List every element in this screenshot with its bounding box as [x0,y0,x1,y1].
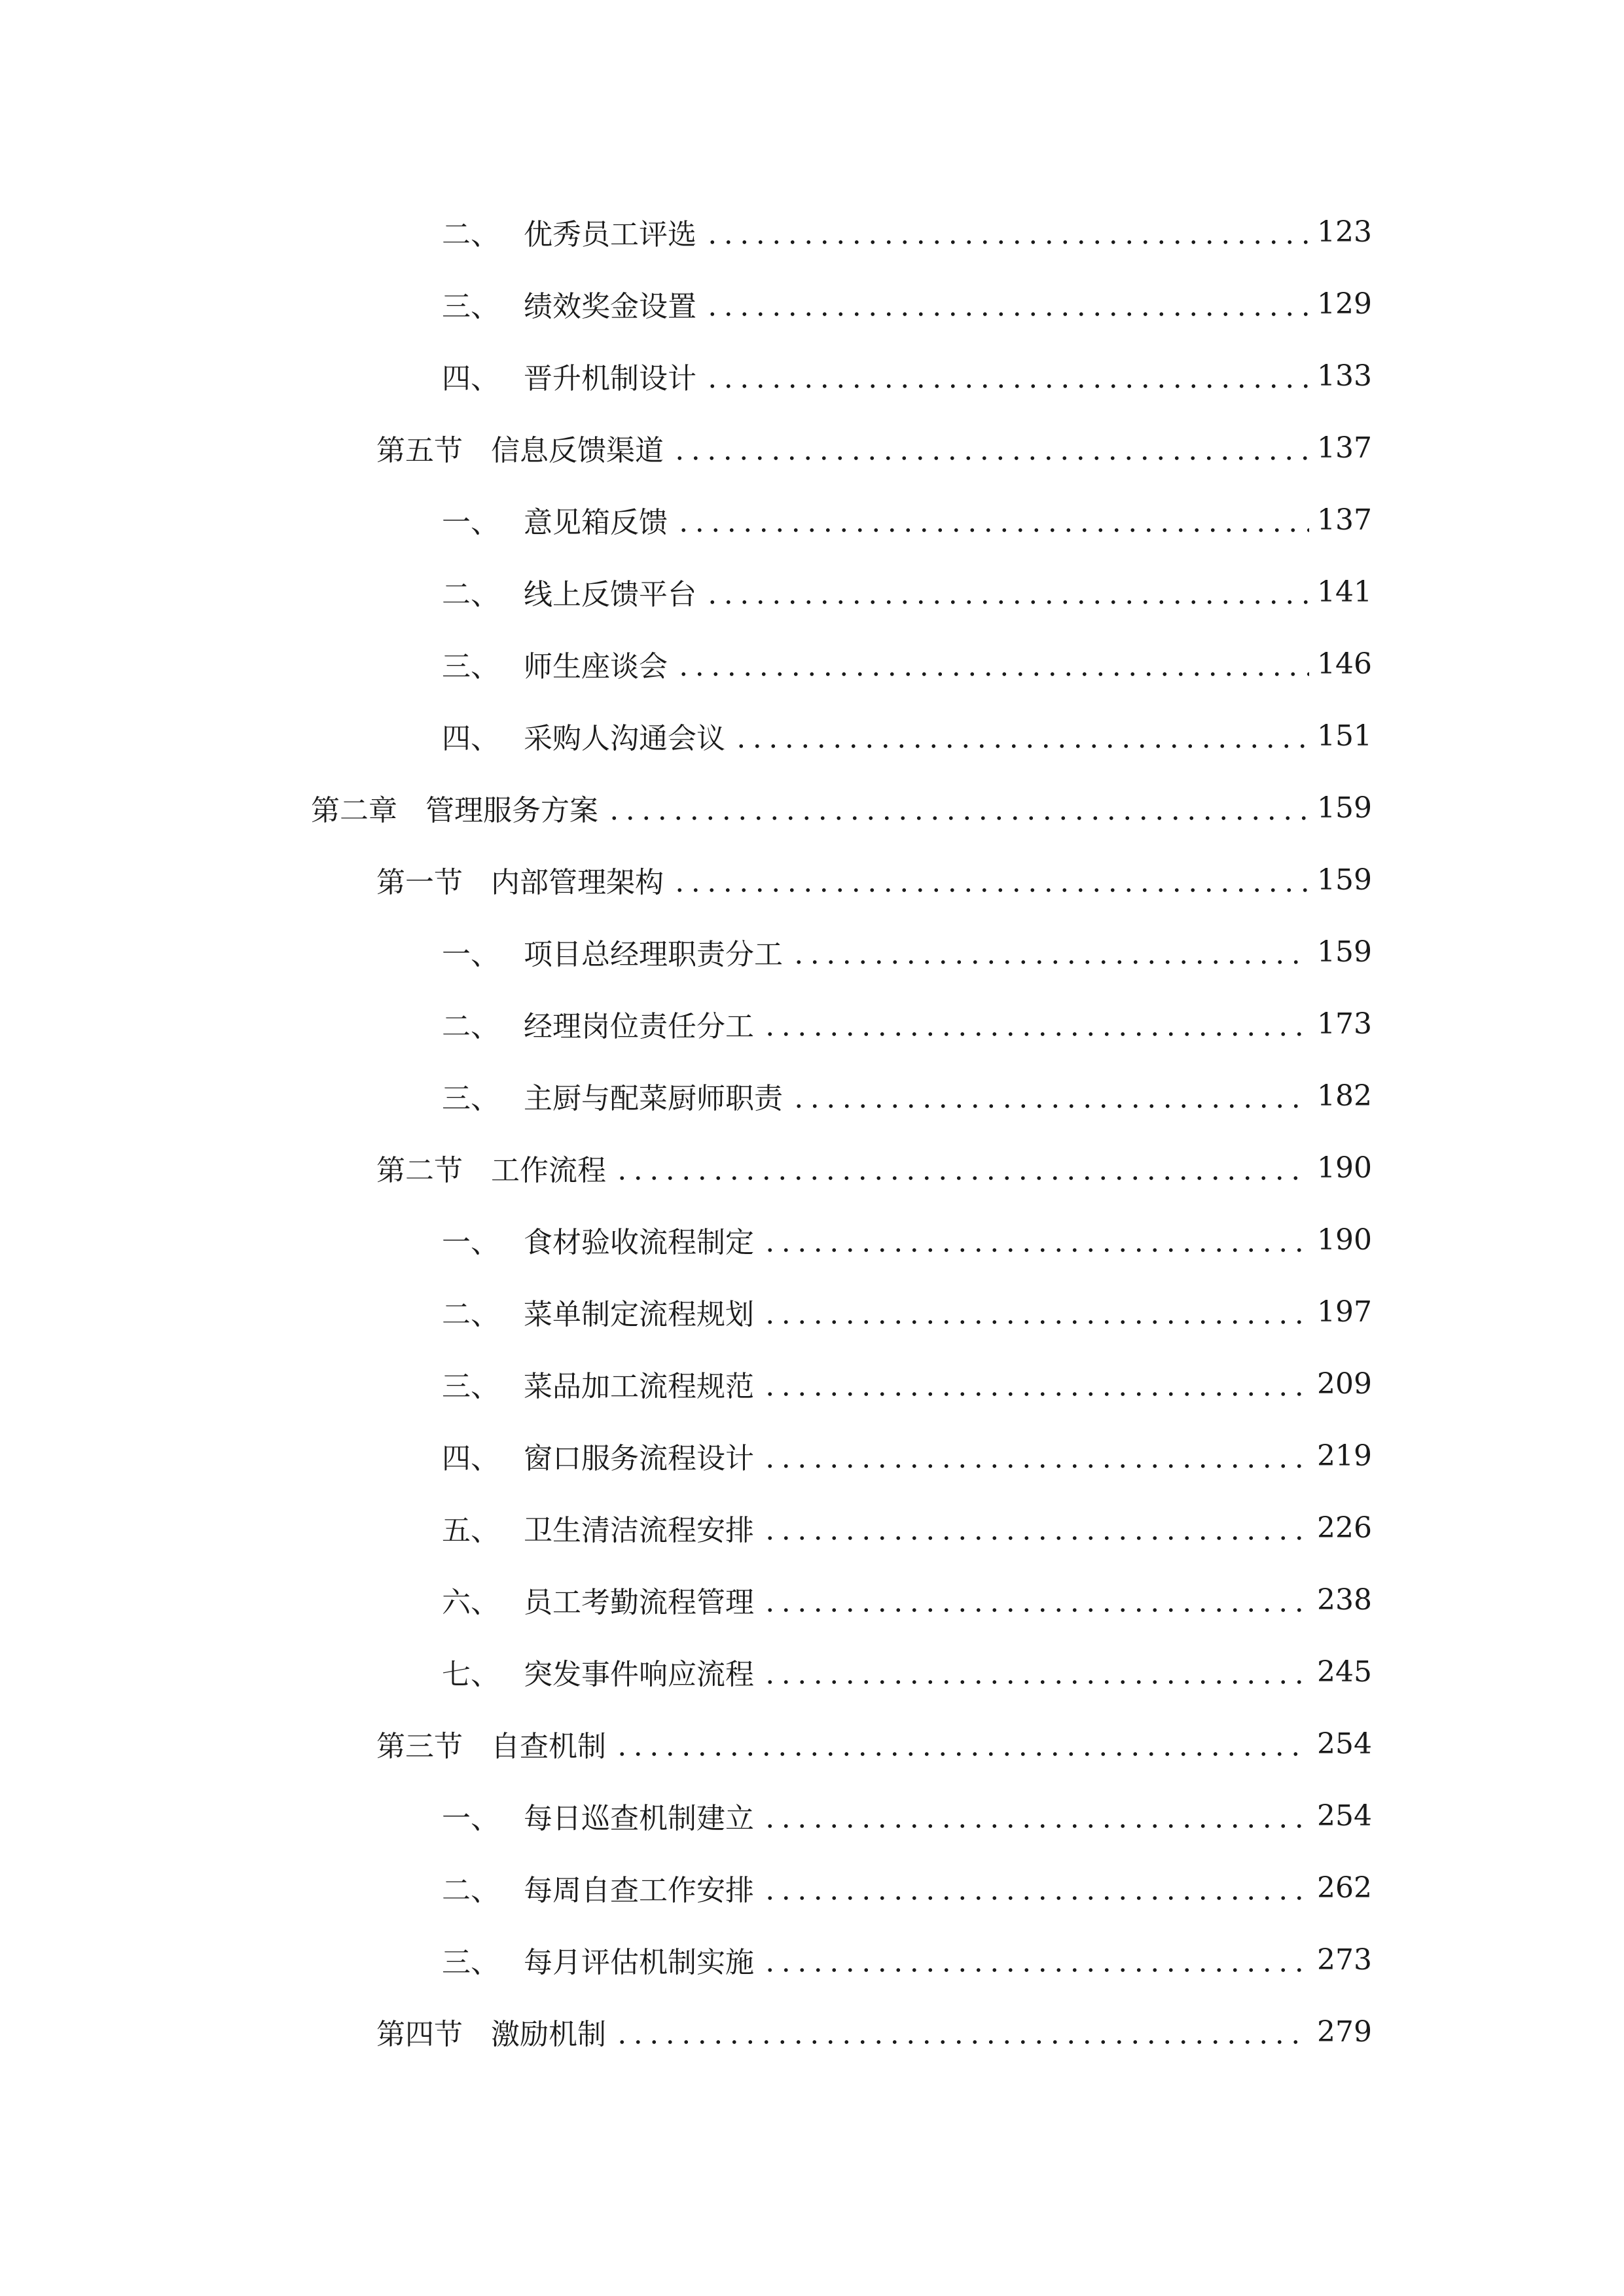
dot-leader [762,1585,1309,1614]
toc-entry-line [311,772,1372,844]
toc-entry-page-number: 159 [1317,935,1372,969]
toc-entry-number: 二、 [442,218,499,251]
toc-subsection-entry[interactable] [0,1564,1624,1636]
toc-entry-page-number: 129 [1317,287,1372,321]
toc-entry-number: 一、 [442,938,499,971]
toc-entry-line [442,196,1372,268]
toc-entry-title: 窗口服务流程设计 [524,1442,754,1475]
toc-entry-line [376,1996,1372,2068]
toc-subsection-entry[interactable] [0,196,1624,268]
toc-entry-number: 二、 [442,1298,499,1331]
toc-entry-title: 菜品加工流程规范 [524,1370,754,1403]
toc-entry-title: 绩效奖金设置 [524,290,696,323]
toc-entry-page-number: 159 [1317,791,1372,825]
toc-entry-number: 五、 [442,1514,499,1547]
dot-leader [672,433,1309,462]
dot-leader [762,1513,1309,1542]
toc-entry-page-number: 190 [1317,1223,1372,1257]
dot-leader [762,1297,1309,1326]
toc-entry-number: 二、 [442,578,499,611]
toc-entry-line [442,268,1372,340]
dot-leader [762,1369,1309,1398]
toc-entry-page-number: 159 [1317,863,1372,897]
toc-entry-page-number: 123 [1317,215,1372,249]
toc-entry-title: 线上反馈平台 [524,578,696,611]
toc-entry-title: 每周自查工作安排 [524,1874,754,1907]
toc-entry-page-number: 279 [1317,2015,1372,2049]
toc-entry-number: 三、 [442,290,499,323]
toc-entry-title: 每日巡查机制建立 [524,1802,754,1835]
toc-subsection-entry[interactable] [0,340,1624,412]
toc-entry-title: 食材验收流程制定 [524,1226,754,1259]
toc-entry-number: 四、 [442,722,499,755]
toc-entry-number: 第三节 [376,1730,463,1763]
toc-entry-number: 六、 [442,1586,499,1619]
toc-entry-title: 项目总经理职责分工 [524,938,783,971]
toc-entry-number: 三、 [442,650,499,683]
toc-subsection-entry[interactable] [0,1420,1624,1492]
toc-entry-title: 自查机制 [491,1730,606,1763]
toc-entry-line [442,1564,1372,1636]
toc-entry-line [442,628,1372,700]
toc-entry-page-number: 197 [1317,1295,1372,1329]
toc-entry-line [442,1276,1372,1348]
toc-entry-title: 意见箱反馈 [524,506,668,539]
toc-subsection-entry[interactable] [0,1780,1624,1852]
toc-entry-title: 管理服务方案 [425,794,598,827]
toc-entry-number: 一、 [442,1802,499,1835]
toc-subsection-entry[interactable] [0,1204,1624,1276]
toc-entry-line [442,1780,1372,1852]
toc-subsection-entry[interactable] [0,916,1624,988]
toc-entry-page-number: 151 [1317,719,1372,753]
toc-entry-page-number: 190 [1317,1151,1372,1185]
toc-entry-page-number: 137 [1317,431,1372,465]
dot-leader [614,1729,1309,1758]
toc-entry-line [376,844,1372,916]
toc-subsection-entry[interactable] [0,1492,1624,1564]
toc-entry-line [442,1924,1372,1996]
dot-leader [676,505,1309,534]
dot-leader [606,793,1309,822]
toc-subsection-entry[interactable] [0,1060,1624,1132]
toc-entry-title: 经理岗位责任分工 [524,1010,754,1043]
toc-section-entry[interactable] [0,412,1624,484]
toc-entry-page-number: 245 [1317,1655,1372,1689]
toc-subsection-entry[interactable] [0,268,1624,340]
toc-section-entry[interactable] [0,1132,1624,1204]
toc-subsection-entry[interactable] [0,700,1624,772]
toc-entry-line [442,1060,1372,1132]
toc-entry-page-number: 262 [1317,1871,1372,1905]
toc-entry-page-number: 254 [1317,1727,1372,1761]
toc-entry-title: 激励机制 [491,2018,606,2051]
toc-entry-number: 四、 [442,362,499,395]
toc-entry-page-number: 219 [1317,1439,1372,1473]
toc-entry-number: 一、 [442,506,499,539]
toc-entry-number: 二、 [442,1010,499,1043]
toc-entry-page-number: 173 [1317,1007,1372,1041]
dot-leader [704,289,1309,318]
dot-leader [704,217,1309,246]
toc-entry-page-number: 141 [1317,575,1372,609]
dot-leader [791,1081,1309,1110]
toc-entry-line [442,484,1372,556]
dot-leader [733,721,1309,750]
toc-entry-number: 七、 [442,1658,499,1691]
toc-subsection-entry[interactable] [0,628,1624,700]
toc-entry-line [442,1852,1372,1924]
toc-entry-line [376,412,1372,484]
dot-leader [762,1657,1309,1686]
toc-subsection-entry[interactable] [0,988,1624,1060]
toc-subsection-entry[interactable] [0,556,1624,628]
toc-entry-number: 第五节 [376,434,463,467]
dot-leader [791,937,1309,966]
toc-subsection-entry[interactable] [0,1348,1624,1420]
toc-subsection-entry[interactable] [0,1852,1624,1924]
toc-entry-title: 采购人沟通会议 [524,722,725,755]
toc-entry-line [442,1492,1372,1564]
toc-entry-page-number: 146 [1317,647,1372,681]
dot-leader [762,1945,1309,1974]
toc-entry-page-number: 182 [1317,1079,1372,1113]
toc-entry-title: 员工考勤流程管理 [524,1586,754,1619]
toc-entry-number: 一、 [442,1226,499,1259]
toc-entry-line [376,1708,1372,1780]
toc-entry-page-number: 254 [1317,1799,1372,1833]
toc-entry-number: 二、 [442,1874,499,1907]
dot-leader [762,1009,1309,1038]
toc-entry-title: 主厨与配菜厨师职责 [524,1082,783,1115]
toc-entry-title: 菜单制定流程规划 [524,1298,754,1331]
toc-entry-page-number: 238 [1317,1583,1372,1617]
toc-entry-title: 师生座谈会 [524,650,668,683]
toc-entry-number: 第二节 [376,1154,463,1187]
toc-entry-number: 四、 [442,1442,499,1475]
toc-subsection-entry[interactable] [0,1924,1624,1996]
toc-entry-line [442,700,1372,772]
toc-entry-number: 三、 [442,1946,499,1979]
dot-leader [614,1153,1309,1182]
toc-entry-title: 工作流程 [491,1154,606,1187]
toc-section-entry[interactable] [0,1996,1624,2068]
dot-leader [704,361,1309,390]
toc-entry-number: 三、 [442,1082,499,1115]
toc-entry-page-number: 133 [1317,359,1372,393]
dot-leader [614,2017,1309,2046]
toc-entry-number: 第二章 [311,794,397,827]
toc-entry-line [442,1348,1372,1420]
toc-entry-title: 突发事件响应流程 [524,1658,754,1691]
toc-entry-title: 内部管理架构 [491,866,664,899]
toc-entry-page-number: 209 [1317,1367,1372,1401]
toc-subsection-entry[interactable] [0,1276,1624,1348]
toc-entry-page-number: 137 [1317,503,1372,537]
toc-entry-title: 优秀员工评选 [524,218,696,251]
toc-chapter-entry[interactable] [0,772,1624,844]
toc-entry-line [442,988,1372,1060]
toc-entry-title: 卫生清洁流程安排 [524,1514,754,1547]
toc-entry-line [376,1132,1372,1204]
dot-leader [762,1801,1309,1830]
dot-leader [762,1441,1309,1470]
toc-entry-title: 晋升机制设计 [524,362,696,395]
toc-section-entry[interactable] [0,844,1624,916]
toc-entry-line [442,916,1372,988]
toc-entry-line [442,556,1372,628]
toc-entry-line [442,340,1372,412]
toc-entry-line [442,1420,1372,1492]
dot-leader [704,577,1309,606]
toc-entry-title: 每月评估机制实施 [524,1946,754,1979]
toc-entry-number: 第一节 [376,866,463,899]
toc-subsection-entry[interactable] [0,1636,1624,1708]
toc-entry-number: 第四节 [376,2018,463,2051]
dot-leader [672,865,1309,894]
toc-subsection-entry[interactable] [0,484,1624,556]
toc-entry-line [442,1636,1372,1708]
toc-entry-title: 信息反馈渠道 [491,434,664,467]
toc-section-entry[interactable] [0,1708,1624,1780]
table-of-contents [0,196,1624,2068]
toc-entry-page-number: 273 [1317,1943,1372,1977]
toc-entry-page-number: 226 [1317,1511,1372,1545]
dot-leader [676,649,1309,678]
toc-entry-line [442,1204,1372,1276]
dot-leader [762,1225,1309,1254]
dot-leader [762,1873,1309,1902]
toc-entry-number: 三、 [442,1370,499,1403]
